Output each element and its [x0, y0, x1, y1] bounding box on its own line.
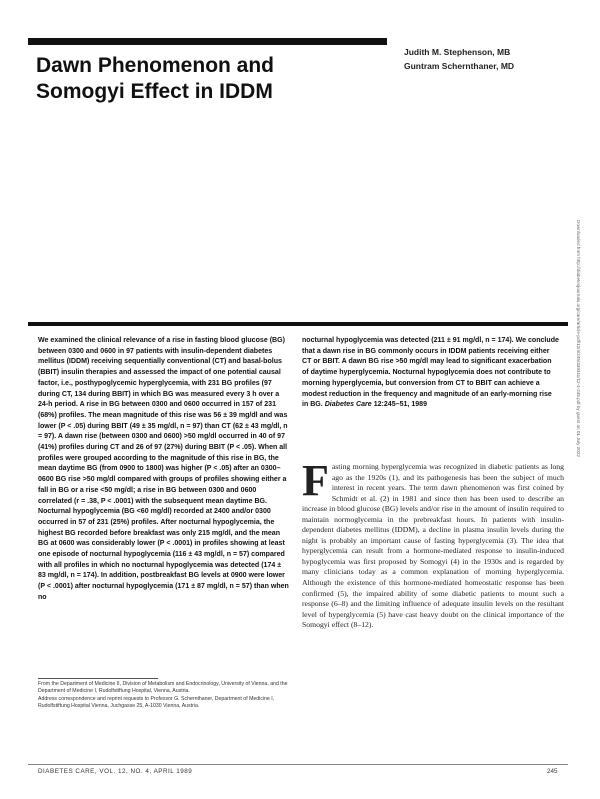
footnote-correspondence: Address correspondence and reprint requests to Professor G. Schernthaner, Department of Medicine I, Rudolfstiftung Hospital Vienna, Juchgasse 25, A-1030 Vienna, Austria. — [38, 695, 275, 709]
body-paragraph: asting morning hyperglycemia was recognized in diabetic patients as long ago as the 1920s (1), and its pathogenesis has been the subject of much interest in recent years. The term dawn phenomenon was first coined by Schmidt et al. (2) in 1981 and since then has been used to describe an increase in blood glucose (BG) levels and/or rise in the amount of insulin required to maintain normoglycemia in the prebreakfast hours. In patients with insulin-dependent diabetes mellitus (IDDM), a decline in plasma insulin levels during the night is probably an important cause of fasting hyperglycemia (3). The idea that hyperglycemia can result from a hormone-mediated response to insulin-induced hypoglycemia was first proposed by Somogyi (4) in the 1930s and is regarded by many clinicians today as a common explanation of morning hyperglycemia. Although the existence of this hormone-mediated homeostatic response has been confirmed (5), the impaired ability of some diabetic patients to mount such a response (6–8) and the limiting influence of adequate insulin levels on the resultant level of hyperglycemia (5) have cast heavy doubt on the clinical importance of the Somogyi effect (8–12). — [302, 462, 564, 630]
footnote-affiliation: From the Department of Medicine II, Division of Metabolism and Endocrinology, University of Vienna, and the Department of Medicine I, Rudolfstiftung Hospital, Vienna, Austria. — [38, 681, 288, 695]
author-list — [404, 45, 514, 73]
sidebar-note-text: Downloaded from http://diabetesjournals.org/care/article-pdf/12/4/245/339311/12-4-245.pdf by guest on 01 July 2022 — [576, 220, 581, 457]
abstract-left-column — [38, 336, 290, 604]
abstract-right-paragraph — [302, 336, 560, 411]
author-2: Guntram Schernthaner, MD — [404, 61, 515, 71]
abstract-rule — [28, 322, 568, 326]
footer-rule — [28, 764, 568, 765]
author-1: Judith M. Stephenson, MB — [404, 47, 511, 57]
citation-journal: Diabetes Care — [324, 401, 372, 409]
abstract-right-column — [302, 336, 560, 411]
footer-journal-info: DIABETES CARE, VOL. 12, NO. 4, APRIL 1989 — [38, 768, 193, 775]
footnote-rule — [38, 678, 158, 679]
footnotes — [38, 681, 290, 710]
download-sidebar-note — [572, 220, 582, 457]
title-line-2: Somogyi Effect in IDDM — [36, 80, 273, 103]
drop-cap: F — [302, 456, 329, 505]
top-rule — [28, 38, 387, 45]
abstract-left-text: We examined the clinical relevance of a rise in fasting blood glucose (BG) between 0300 and 0600 in 97 patients with insulin-dependent diabetes mellitus (IDDM) receiving sequentially conventional (CT) and basal-bolus (BBIT) insulin therapies and assessed the impact of one potential causal factor, i.e., posthypoglycemic hyperglycemia, with 231 BG profiles (97 during CT, 134 during BBIT) in which BG was measured every 3 h over a 24-h period. A rise in BG between 0300 and 0600 occurred in 157 of 231 (68%) profiles. The mean magnitude of this rise was 56 ± 39 mg/dl and was lower (P < .05) during BBIT (49 ± 35 mg/dl, n = 97) than CT (62 ± 43 mg/dl, n = 97). A dawn rise (between 0300 and 0600) >50 mg/dl occurred in 40 of 97 (41%) profiles during CT and 26 of 97 (27%) during BBIT (P < .05). When all profiles were grouped according to the magnitude of this rise in BG, the mean daytime BG (from 0900 to 1800) was higher (P < .05) after an 0300–0600 BG rise >50 mg/dl compared with groups of profiles showing either a fall in BG or a rise <50 mg/dl; a rise in BG between 0300 and 0600 correlated (r = .38, P < .0001) with the subsequent mean daytime BG. Nocturnal hypoglycemia (BG <60 mg/dl) recorded at 2400 and/or 0300 occurred in 57 of 231 (25%) profiles. After nocturnal hypoglycemia, the highest BG recorded before breakfast was only 215 mg/dl, and the mean BG at 0600 was considerably lower (P < .0001) in profiles showing at least one episode of nocturnal hypoglycemia (116 ± 43 mg/dl, n = 57) compared with all profiles in which no nocturnal hypoglycemia was detected (174 ± 83 mg/dl, n = 174). In addition, postbreakfast BG levels at 0900 were lower (P < .0001) after nocturnal hypoglycemia (171 ± 87 mg/dl, n = 57) than when no — [38, 337, 289, 601]
body-text-column — [302, 456, 564, 631]
page-number: 245 — [547, 768, 558, 775]
article-title — [36, 53, 376, 105]
title-line-1: Dawn Phenomenon and — [36, 54, 275, 77]
abstract-right-text: nocturnal hypoglycemia was detected (211 ± 91 mg/dl, n = 174). We conclude that a dawn rise in BG commonly occurs in IDDM patients receiving either CT or BBIT. A dawn BG rise >50 mg/dl may lead to significant exacerbation of daytime hyperglycemia. Nocturnal hypoglycemia does not contribute to morning hyperglycemia, but conversion from CT to BBIT can achieve a modest reduction in the frequency and magnitude of an early-morning rise in BG. — [302, 337, 559, 409]
citation-volume: 12:245–51, 1989 — [373, 401, 427, 409]
